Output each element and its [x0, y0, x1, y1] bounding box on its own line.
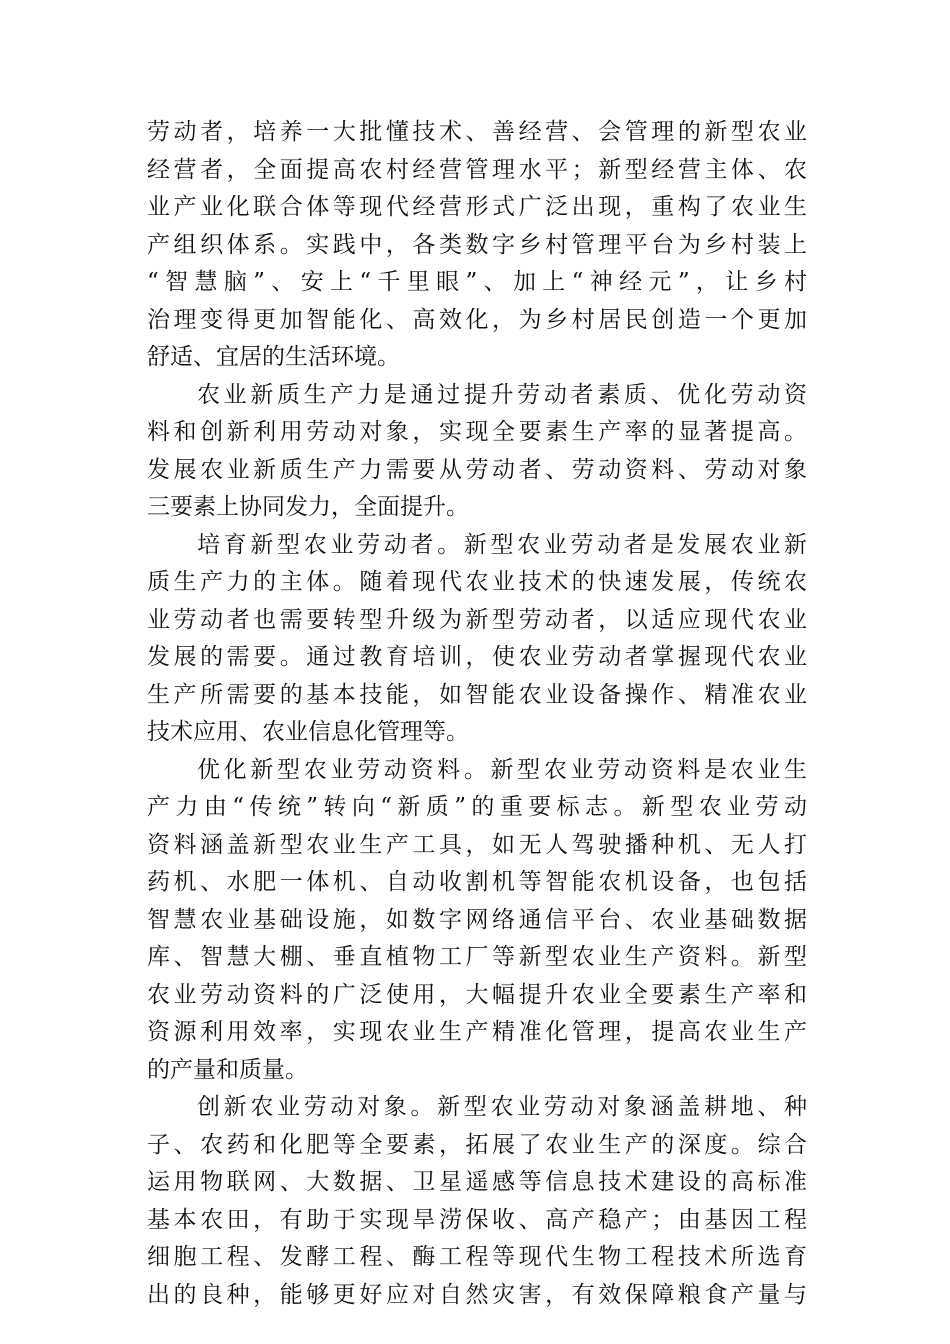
text-line: 资源利用效率，实现农业生产精准化管理，提高农业生产: [147, 1019, 807, 1045]
text-line: 出的良种，能够更好应对自然灾害，有效保障粮食产量与: [147, 1281, 807, 1308]
text-line: 基本农田，有助于实现旱涝保收、高产稳产；由基因工程: [147, 1206, 807, 1233]
text-line: 治理变得更加智能化、高效化，为乡村居民创造一个更加: [147, 306, 807, 333]
text-line: 舒适、宜居的生活环境。: [147, 344, 400, 370]
text-line: 发展的需要。通过教育培训，使农业劳动者掌握现代农业: [147, 644, 807, 670]
document-page: [147, 114, 807, 1314]
text-line: 产组织体系。实践中，各类数字乡村管理平台为乡村装上: [147, 231, 807, 258]
text-line: 三要素上协同发力，全面提升。: [147, 494, 469, 520]
paragraph-new-productivity-intro: [147, 377, 807, 527]
text-line: 发展农业新质生产力需要从劳动者、劳动资料、劳动对象: [147, 456, 807, 483]
text-line: “智慧脑”、安上“千里眼”、加上“神经元”，让乡村: [147, 269, 807, 295]
text-line: 业产业化联合体等现代经营形式广泛出现，重构了农业生: [147, 194, 807, 220]
text-line: 质生产力的主体。随着现代农业技术的快速发展，传统农: [147, 569, 807, 595]
text-line: 培育新型农业劳动者。新型农业劳动者是发展农业新: [197, 531, 807, 558]
paragraph-continued: [147, 114, 807, 377]
paragraph-innovate-objects: [147, 1089, 807, 1314]
text-line: 的产量和质量。: [147, 1056, 308, 1083]
text-line: 库、智慧大棚、垂直植物工厂等新型农业生产资料。新型: [147, 944, 807, 970]
text-line: 细胞工程、发酵工程、酶工程等现代生物工程技术所选育: [147, 1244, 807, 1270]
text-line: 产力由“传统”转向“新质”的重要标志。新型农业劳动: [147, 794, 807, 820]
text-line: 优化新型农业劳动资料。新型农业劳动资料是农业生: [197, 756, 807, 783]
paragraph-cultivate-workers: [147, 527, 807, 752]
text-line: 业劳动者也需要转型升级为新型劳动者，以适应现代农业: [147, 606, 807, 633]
text-line: 子、农药和化肥等全要素，拓展了农业生产的深度。综合: [147, 1131, 807, 1158]
text-line: 运用物联网、大数据、卫星遥感等信息技术建设的高标准: [147, 1169, 807, 1195]
paragraph-optimize-materials: [147, 752, 807, 1090]
text-line: 生产所需要的基本技能，如智能农业设备操作、精准农业: [147, 681, 807, 708]
text-line: 技术应用、农业信息化管理等。: [147, 719, 469, 745]
text-line: 农业新质生产力是通过提升劳动者素质、优化劳动资: [197, 381, 807, 408]
text-line: 料和创新利用劳动对象，实现全要素生产率的显著提高。: [147, 419, 807, 445]
text-line: 劳动者，培养一大批懂技术、善经营、会管理的新型农业: [147, 119, 807, 145]
text-line: 药机、水肥一体机、自动收割机等智能农机设备，也包括: [147, 869, 807, 895]
text-line: 农业劳动资料的广泛使用，大幅提升农业全要素生产率和: [147, 981, 807, 1008]
text-line: 智慧农业基础设施，如数字网络通信平台、农业基础数据: [147, 906, 807, 933]
text-line: 资料涵盖新型农业生产工具，如无人驾驶播种机、无人打: [147, 831, 807, 858]
text-line: 创新农业劳动对象。新型农业劳动对象涵盖耕地、种: [197, 1094, 807, 1120]
text-line: 经营者，全面提高农村经营管理水平；新型经营主体、农: [147, 156, 807, 183]
